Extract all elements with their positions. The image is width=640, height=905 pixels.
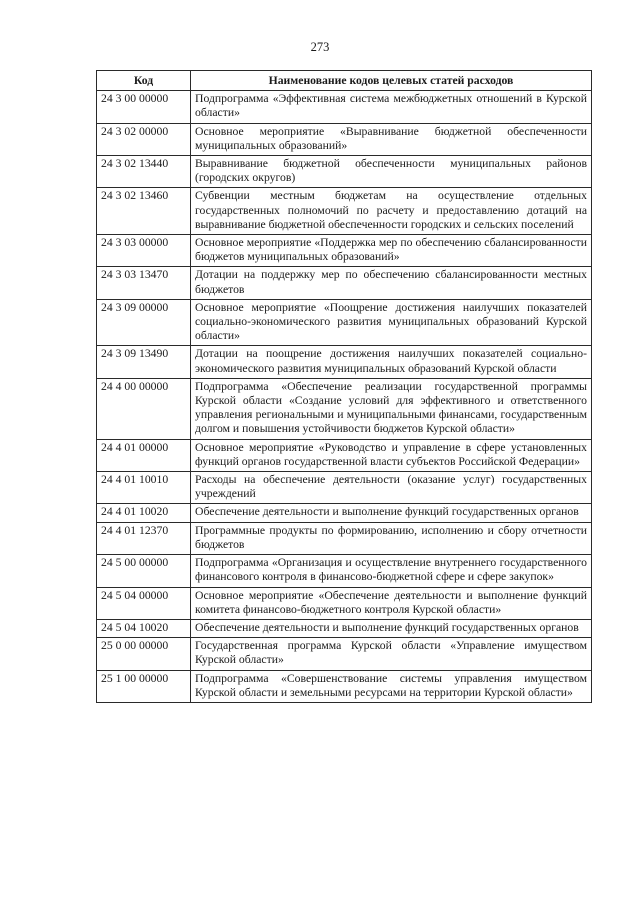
target-codes-table [96,70,592,703]
table-row [97,188,592,235]
row-name: Подпрограмма «Совершенствование системы управления имуществом Курской области и земельными ресурсами на территории Курской области» [191,670,592,702]
row-name: Основное мероприятие «Обеспечение деятельности и выполнение функций комитета финансово-бюджетного контроля Курской области» [191,587,592,619]
row-name: Основное мероприятие «Руководство и управление в сфере установленных функций органов государственной власти субъектов Российской Федерации» [191,439,592,471]
row-code: 24 3 02 13460 [97,188,191,235]
row-name: Обеспечение деятельности и выполнение функций государственных органов [191,504,592,522]
row-code: 24 3 00 00000 [97,91,191,123]
row-name: Государственная программа Курской области «Управление имуществом Курской области» [191,638,592,670]
row-name: Подпрограмма «Обеспечение реализации государственной программы Курской области «Создание условий для эффективного и ответственного управления региональными и муниципальными финансами, государственным долгом и повышения устойчивости бюджетов Курской области» [191,378,592,439]
row-name: Дотации на поддержку мер по обеспечению сбалансированности местных бюджетов [191,267,592,299]
row-name: Подпрограмма «Эффективная система межбюджетных отношений в Курской области» [191,91,592,123]
table-row [97,346,592,378]
table-row [97,638,592,670]
row-name: Программные продукты по формированию, исполнению и сбору отчетности бюджетов [191,522,592,554]
table-row [97,587,592,619]
row-code: 24 4 01 00000 [97,439,191,471]
row-code: 25 0 00 00000 [97,638,191,670]
table-row [97,439,592,471]
row-code: 24 3 02 13440 [97,156,191,188]
row-name: Обеспечение деятельности и выполнение функций государственных органов [191,619,592,637]
table-body [97,91,592,703]
table-row [97,235,592,267]
table-header-row [97,71,592,91]
table-row [97,619,592,637]
table-row [97,472,592,504]
row-code: 24 3 02 00000 [97,123,191,155]
header-code: Код [97,71,191,91]
row-code: 24 3 09 13490 [97,346,191,378]
row-code: 25 1 00 00000 [97,670,191,702]
row-name: Дотации на поощрение достижения наилучших показателей социально-экономического развития муниципальных образований Курской области [191,346,592,378]
row-code: 24 4 01 10010 [97,472,191,504]
table-row [97,156,592,188]
row-name: Основное мероприятие «Поддержка мер по обеспечению сбалансированности бюджетов муниципальных образований» [191,235,592,267]
table-row [97,299,592,346]
row-code: 24 3 03 00000 [97,235,191,267]
table-row [97,522,592,554]
row-name: Подпрограмма «Организация и осуществление внутреннего государственного финансового контроля в финансово-бюджетной сфере и сфере закупок» [191,555,592,587]
row-name: Основное мероприятие «Выравнивание бюджетной обеспеченности муниципальных образований» [191,123,592,155]
row-code: 24 5 04 10020 [97,619,191,637]
row-name: Выравнивание бюджетной обеспеченности муниципальных районов (городских округов) [191,156,592,188]
table-row [97,504,592,522]
table-row [97,123,592,155]
table-row [97,91,592,123]
row-code: 24 4 01 10020 [97,504,191,522]
page-number: 273 [310,40,330,54]
header-name: Наименование кодов целевых статей расходов [191,71,592,91]
row-name: Основное мероприятие «Поощрение достижения наилучших показателей социально-экономического развития муниципальных образований Курской области» [191,299,592,346]
row-code: 24 3 03 13470 [97,267,191,299]
row-code: 24 5 00 00000 [97,555,191,587]
row-code: 24 3 09 00000 [97,299,191,346]
table-row [97,670,592,702]
row-name: Субвенции местным бюджетам на осуществление отдельных государственных полномочий по расчету и предоставлению дотаций на выравнивание бюджетной обеспеченности городских и сельских поселений [191,188,592,235]
table-row [97,555,592,587]
row-name: Расходы на обеспечение деятельности (оказание услуг) государственных учреждений [191,472,592,504]
table-row [97,267,592,299]
row-code: 24 4 00 00000 [97,378,191,439]
row-code: 24 5 04 00000 [97,587,191,619]
table-row [97,378,592,439]
row-code: 24 4 01 12370 [97,522,191,554]
